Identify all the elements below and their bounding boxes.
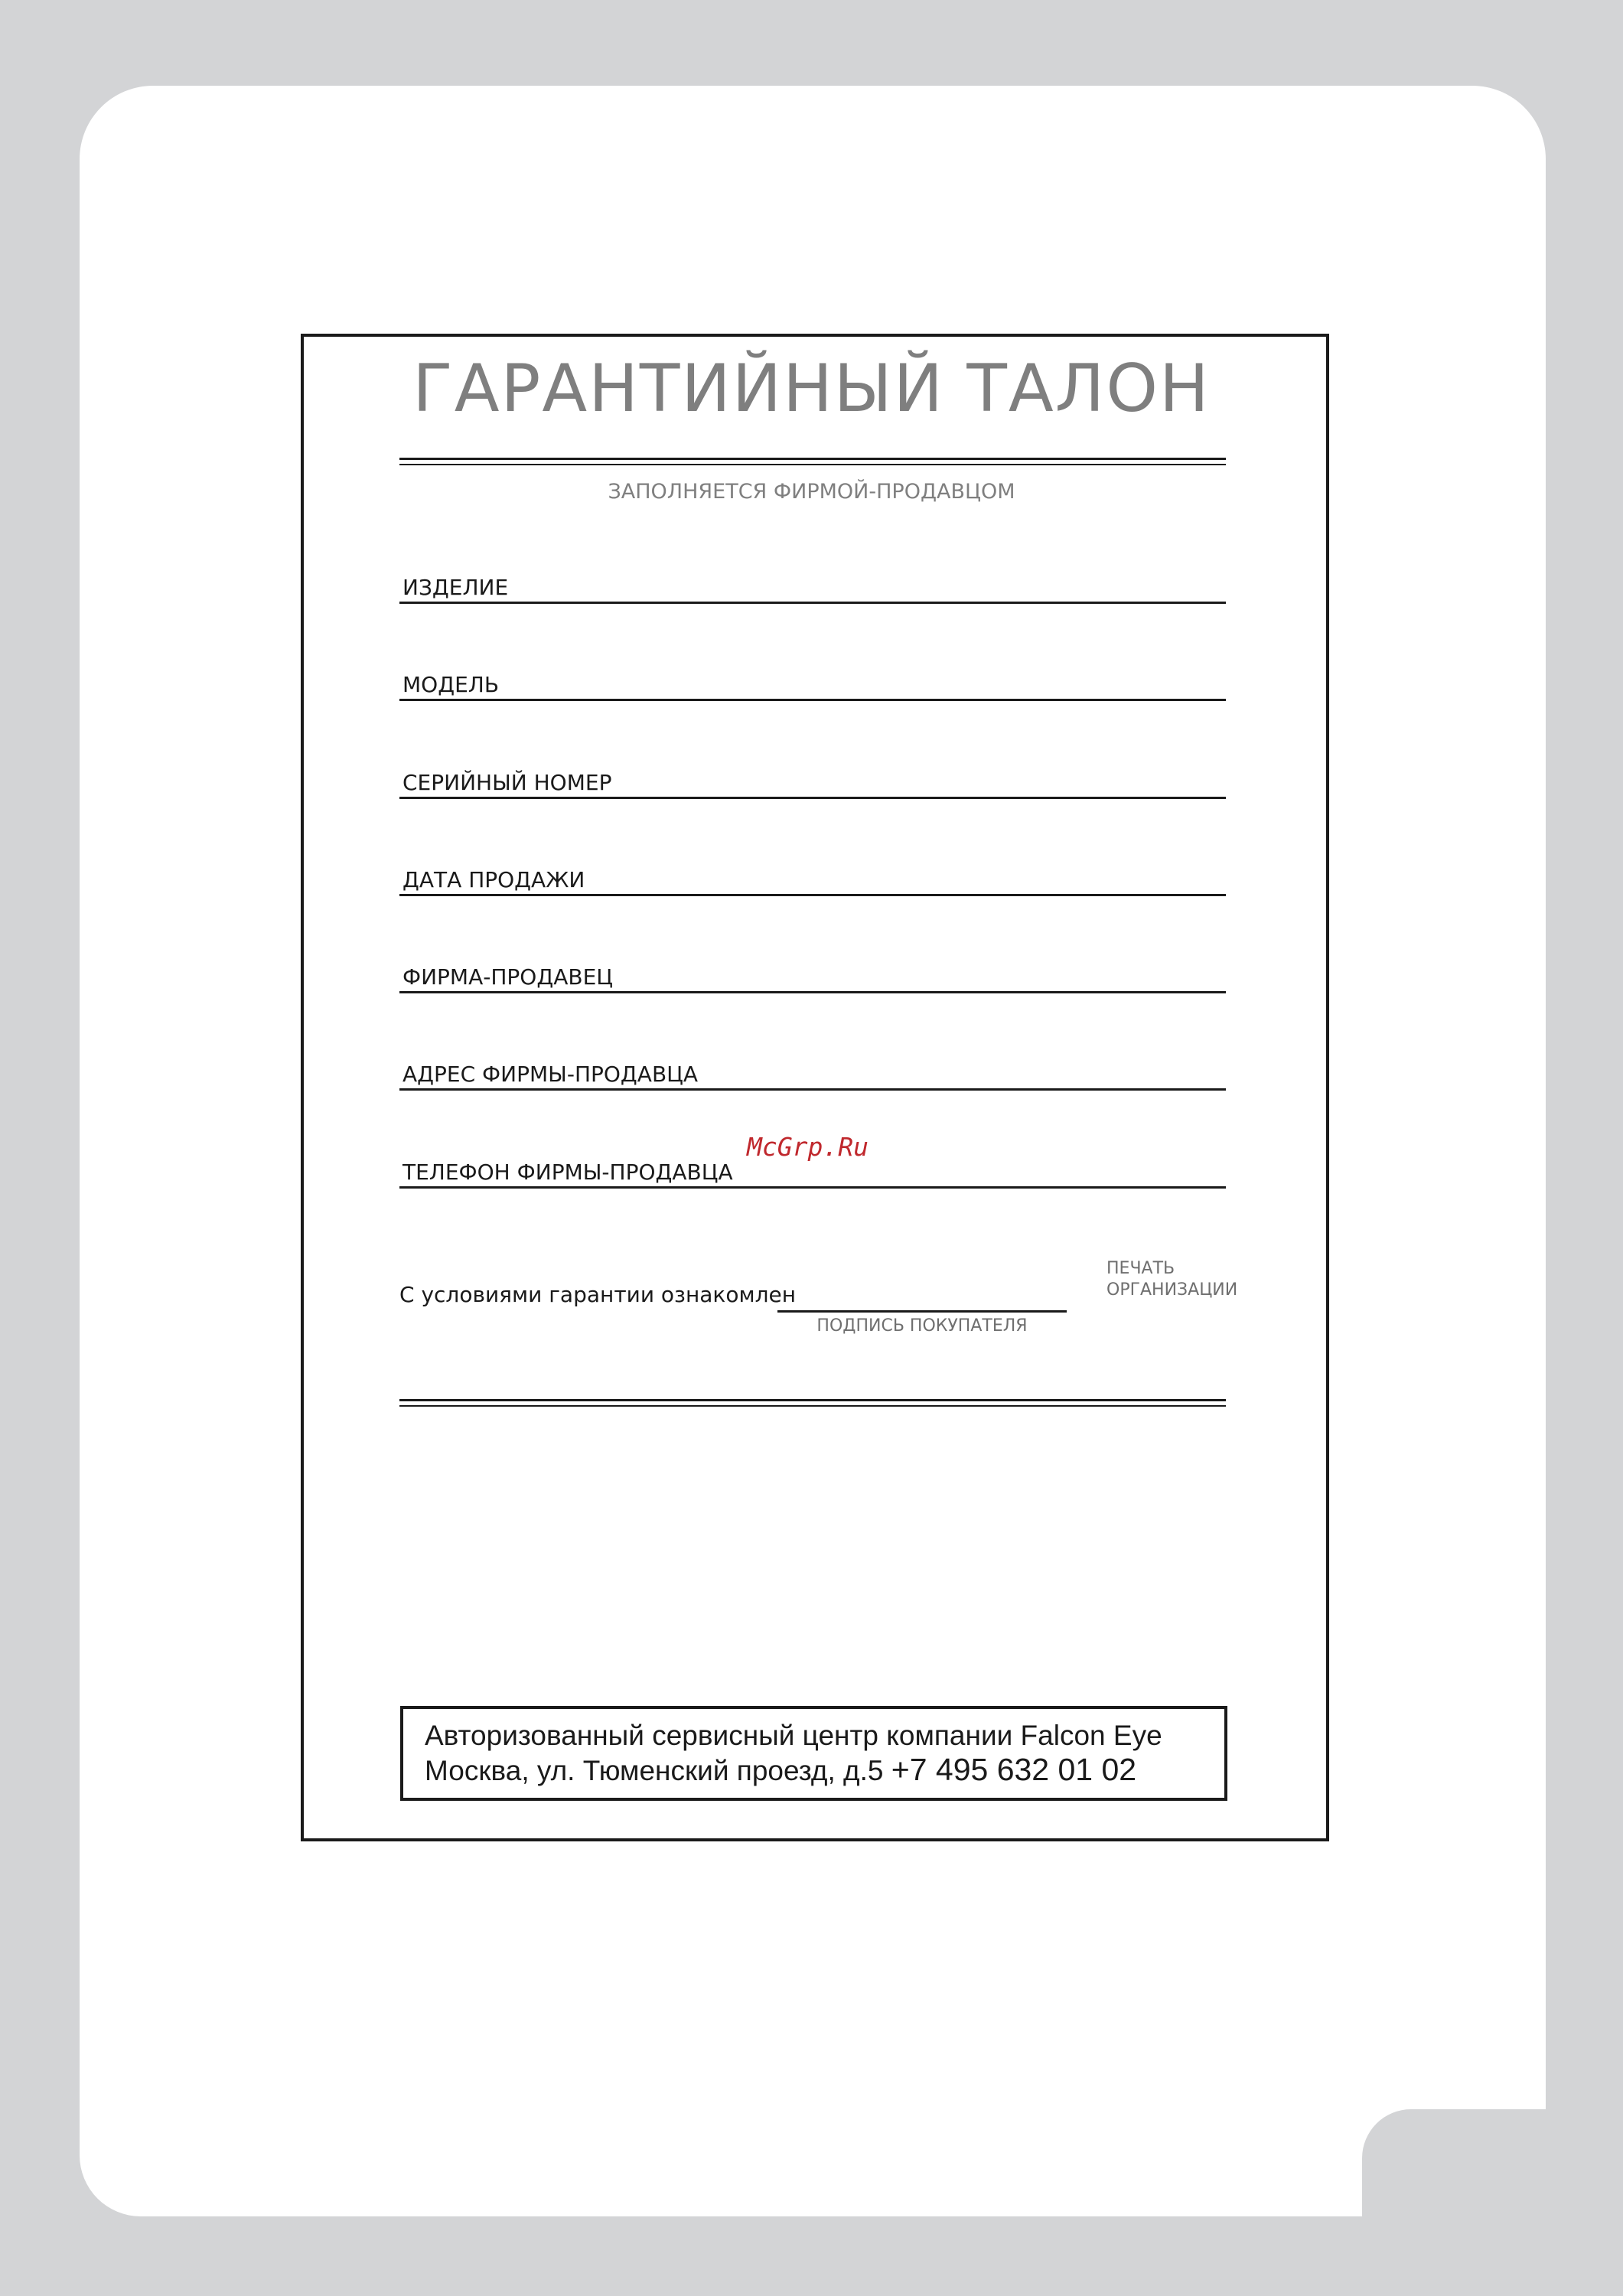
- field-label: ДАТА ПРОДАЖИ: [402, 867, 585, 892]
- field-product[interactable]: [399, 563, 1226, 604]
- bottom-divider-top: [399, 1399, 1226, 1401]
- field-model[interactable]: [399, 660, 1226, 701]
- page-corner-tab: [1362, 2109, 1550, 2296]
- card-subtitle: ЗАПОЛНЯЕТСЯ ФИРМОЙ-ПРОДАВЦОМ: [608, 480, 1015, 504]
- service-center-contacts: [425, 1752, 1136, 1788]
- card-title: ГАРАНТИЙНЫЙ ТАЛОН: [412, 351, 1211, 427]
- title-divider-top: [399, 458, 1226, 460]
- field-label: ТЕЛЕФОН ФИРМЫ-ПРОДАВЦА: [402, 1159, 733, 1185]
- signature-caption: ПОДПИСЬ ПОКУПАТЕЛЯ: [816, 1316, 1028, 1336]
- field-seller-address[interactable]: [399, 1050, 1226, 1091]
- bottom-divider-bottom: [399, 1405, 1226, 1407]
- field-label: МОДЕЛЬ: [402, 672, 500, 697]
- watermark: McGrp.Ru: [747, 1132, 869, 1162]
- field-label: ИЗДЕЛИЕ: [402, 575, 509, 600]
- stamp-label-line1: ПЕЧАТЬ: [1106, 1259, 1175, 1278]
- service-center-address: Москва, ул. Тюменский проезд, д.5: [425, 1755, 884, 1786]
- title-divider-bottom: [399, 464, 1226, 465]
- service-center-title: Авторизованный сервисный центр компании Falcon Eye: [425, 1720, 1162, 1751]
- field-seller-company[interactable]: [399, 953, 1226, 993]
- field-label: ФИРМА-ПРОДАВЕЦ: [402, 964, 613, 990]
- stamp-label: [1106, 1258, 1237, 1301]
- service-center-phone: +7 495 632 01 02: [891, 1752, 1137, 1787]
- field-label: АДРЕС ФИРМЫ-ПРОДАВЦА: [402, 1062, 699, 1087]
- field-sale-date[interactable]: [399, 856, 1226, 896]
- stamp-label-line2: ОРГАНИЗАЦИИ: [1106, 1280, 1238, 1300]
- service-center-box: [400, 1706, 1227, 1801]
- agreement-text: С условиями гарантии ознакомлен: [399, 1282, 796, 1307]
- signature-line[interactable]: [777, 1310, 1067, 1313]
- field-label: СЕРИЙНЫЙ НОМЕР: [402, 770, 612, 795]
- field-serial-number[interactable]: [399, 758, 1226, 799]
